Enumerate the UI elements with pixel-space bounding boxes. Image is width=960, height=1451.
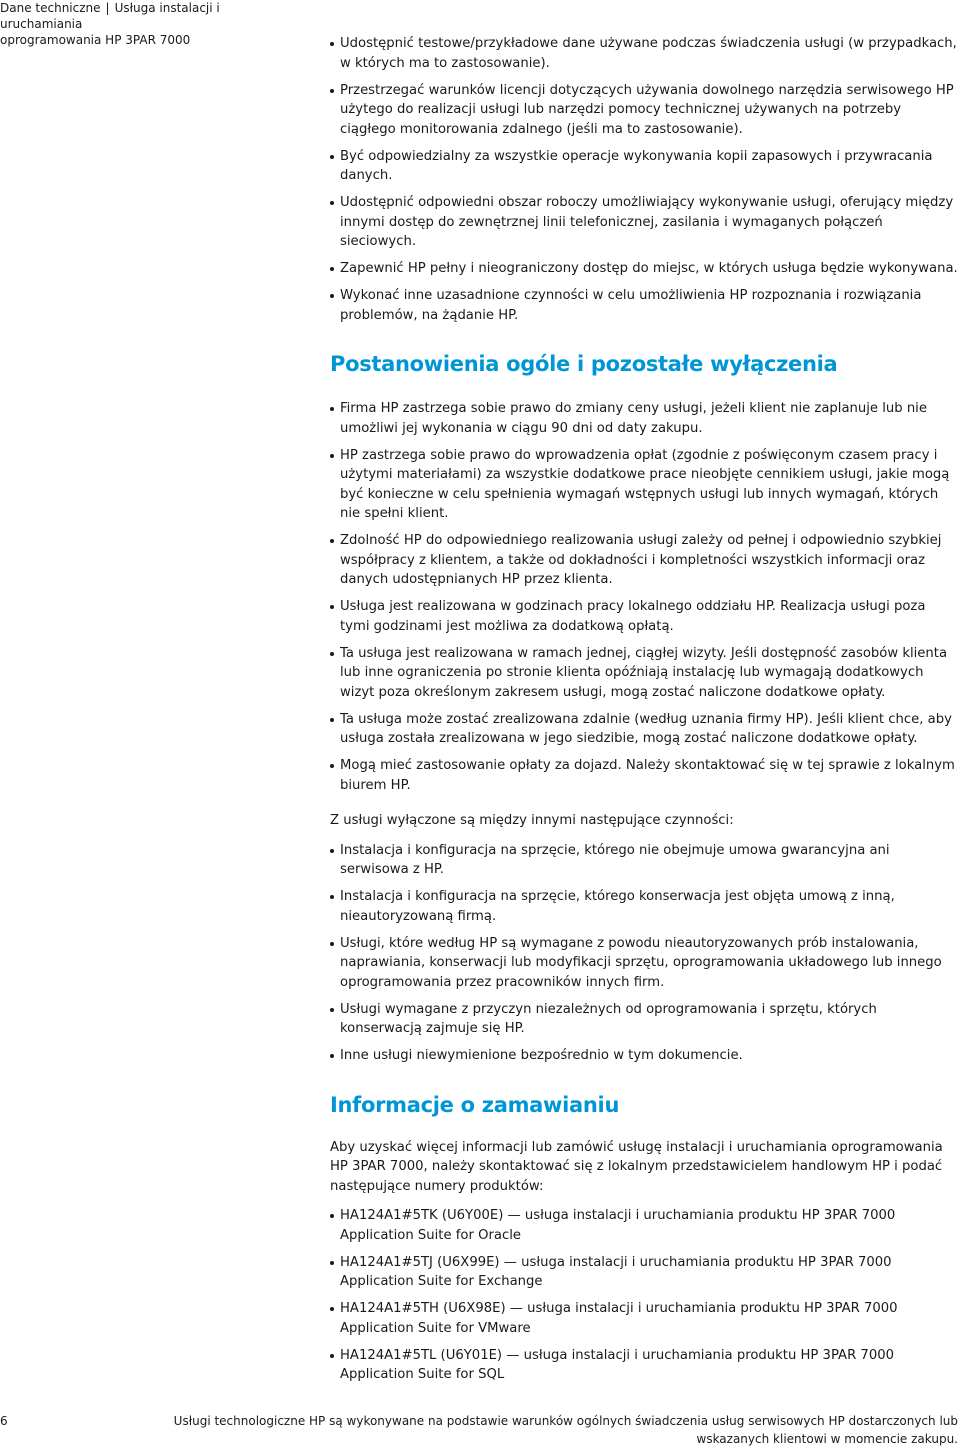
list-item: Instalacja i konfiguracja na sprzęcie, którego nie obejmuje umowa gwarancyjna ani serwisowa z HP. [330, 841, 958, 880]
list-item: Zdolność HP do odpowiedniego realizowania usługi zależy od pełnej i odpowiednio szybkiej współpracy z klientem, a także od dokładności i kompletności wszystkich informacji oraz danych udostępnianych HP przez klienta. [330, 531, 958, 590]
list-item: HA124A1#5TL (U6Y01E) — usługa instalacji i uruchamiania produktu HP 3PAR 7000 Application Suite for SQL [330, 1346, 958, 1385]
exclusions-list [330, 841, 958, 1066]
customer-duties-list [330, 34, 958, 325]
list-item: Usługi, które według HP są wymagane z powodu nieautoryzowanych prób instalowania, naprawiania, konserwacji lub modyfikacji sprzętu, oprogramowania układowego lub innego oprogramowania przez pracowników innych firm. [330, 934, 958, 993]
main-content [330, 34, 958, 1392]
list-item: Firma HP zastrzega sobie prawo do zmiany ceny usługi, jeżeli klient nie zaplanuje lub nie umożliwi jej wykonania w ciągu 90 dni od daty zakupu. [330, 399, 958, 438]
list-item: Ta usługa może zostać zrealizowana zdalnie (według uznania firmy HP). Jeśli klient chce, aby usługa została zrealizowana w jego siedzibie, mogą zostać naliczone dodatkowe opłaty. [330, 710, 958, 749]
list-item: HP zastrzega sobie prawo do wprowadzenia opłat (zgodnie z poświęconym czasem pracy i użytymi materiałami) za wszystkie dodatkowe prace nieobjęte cennikiem usługi, jakie mogą być konieczne w celu spełnienia wymagań wstępnych usługi lub innych wymagań, których nie spełni klient. [330, 446, 958, 524]
page-number: 6 [0, 1414, 8, 1428]
section-title-ordering: Informacje o zamawianiu [330, 1092, 620, 1117]
list-item: HA124A1#5TJ (U6X99E) — usługa instalacji i uruchamiania produktu HP 3PAR 7000 Application Suite for Exchange [330, 1253, 958, 1292]
header-line-1 [0, 0, 300, 32]
header-title-line-1: Usługa instalacji i uruchamiania [0, 1, 220, 31]
header-section: Dane techniczne [0, 1, 101, 15]
list-item: Zapewnić HP pełny i nieograniczony dostęp do miejsc, w których usługa będzie wykonywana. [330, 259, 958, 279]
list-item: Udostępnić odpowiedni obszar roboczy umożliwiający wykonywanie usługi, oferujący między innymi dostęp do zewnętrznej linii telefonicznej, zasilania i wymaganych połączeń sieciowych. [330, 193, 958, 252]
list-item: Instalacja i konfiguracja na sprzęcie, którego konserwacja jest objęta umową z inną, nieautoryzowaną firmą. [330, 887, 958, 926]
list-item: Udostępnić testowe/przykładowe dane używane podczas świadczenia usługi (w przypadkach, w których ma to zastosowanie). [330, 34, 958, 73]
list-item: Usługa jest realizowana w godzinach pracy lokalnego oddziału HP. Realizacja usługi poza tymi godzinami jest możliwa za dodatkową opłatą. [330, 597, 958, 636]
list-item: HA124A1#5TH (U6X98E) — usługa instalacji i uruchamiania produktu HP 3PAR 7000 Application Suite for VMware [330, 1299, 958, 1338]
section-title-general: Postanowienia ogóle i pozostałe wyłączenia [330, 352, 838, 376]
list-item: Wykonać inne uzasadnione czynności w celu umożliwienia HP rozpoznania i rozwiązania problemów, na żądanie HP. [330, 286, 958, 325]
list-item: Mogą mieć zastosowanie opłaty za dojazd. Należy skontaktować się w tej sprawie z lokalnym biurem HP. [330, 756, 958, 795]
list-item: Usługi wymagane z przyczyn niezależnych od oprogramowania i sprzętu, których konserwacją zajmuje się HP. [330, 1000, 958, 1039]
document-header [0, 0, 300, 48]
product-numbers-list [330, 1206, 958, 1385]
list-item: Być odpowiedzialny za wszystkie operacje wykonywania kopii zapasowych i przywracania danych. [330, 147, 958, 186]
ordering-intro: Aby uzyskać więcej informacji lub zamówić usługę instalacji i uruchamiania oprogramowania HP 3PAR 7000, należy skontaktować się z lokalnym przedstawicielem handlowym HP i podać następujące numery produktów: [330, 1139, 943, 1194]
list-item: HA124A1#5TK (U6Y00E) — usługa instalacji i uruchamiania produktu HP 3PAR 7000 Application Suite for Oracle [330, 1206, 958, 1245]
header-separator: | [105, 1, 110, 15]
list-item: Ta usługa jest realizowana w ramach jednej, ciągłej wizyty. Jeśli dostępność zasobów klienta lub inne ograniczenia po stronie klienta opóźniają instalację lub wymagają dodatkowych wizyt poza określonym zakresem usługi, mogą zostać naliczone dodatkowe opłaty. [330, 644, 958, 703]
exclusions-intro: Z usługi wyłączone są między innymi następujące czynności: [330, 813, 734, 828]
header-title-line-2: oprogramowania HP 3PAR 7000 [0, 33, 191, 47]
general-terms-list [330, 399, 958, 795]
list-item: Przestrzegać warunków licencji dotyczących używania dowolnego narzędzia serwisowego HP użytego do realizacji usługi lub narzędzi pomocy technicznej używanych na potrzeby ciągłego monitorowania zdalnego (jeśli ma to zastosowanie). [330, 81, 958, 140]
footer-note: Usługi technologiczne HP są wykonywane na podstawie warunków ogólnych świadczenia usług serwisowych HP dostarczonych lub wskazanych klientowi w momencie zakupu. [173, 1414, 958, 1446]
list-item: Inne usługi niewymienione bezpośrednio w tym dokumencie. [330, 1046, 958, 1066]
